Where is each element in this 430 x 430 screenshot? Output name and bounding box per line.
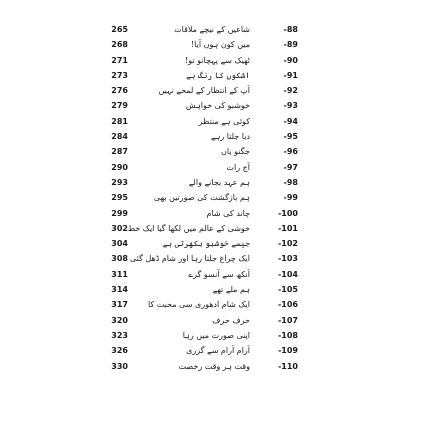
toc-page-number: 308 [111, 254, 128, 264]
toc-entry-number: -104 [277, 269, 298, 279]
toc-row [0, 53, 430, 68]
toc-entry-title: ایک چراغ جلتا رہا اور شام ڈھل گئی [130, 254, 250, 264]
toc-entry-number: -101 [277, 223, 298, 233]
toc-row [0, 206, 430, 221]
toc-entry-number: -93 [283, 101, 298, 111]
toc-row [0, 190, 430, 205]
toc-entry-number: -98 [283, 177, 298, 187]
toc-row [0, 98, 430, 113]
toc-page-number: 311 [111, 269, 128, 279]
toc-row [0, 328, 430, 343]
toc-entry-number: -103 [277, 254, 298, 264]
toc-entry-title: جگنو یاں [221, 147, 250, 157]
toc-row [0, 160, 430, 175]
toc-entry-title: اپنی صورت میں رہا [182, 330, 250, 340]
toc-page-number: 273 [111, 70, 128, 80]
toc-entry-number: -91 [283, 70, 298, 80]
toc-row [0, 343, 430, 358]
toc-entry-title: جیسے خوشبو بکھرتی ہے [162, 239, 250, 249]
toc-entry-title: دیا جلتا رہے [211, 132, 250, 142]
toc-entry-number: -100 [277, 208, 298, 218]
toc-row [0, 37, 430, 52]
toc-entry-number: -92 [283, 86, 298, 96]
toc-entry-number: -89 [283, 40, 298, 50]
toc-entry-title: چاند کی شام [206, 208, 250, 218]
toc-entry-number: -105 [277, 285, 298, 295]
toc-page-number: 295 [111, 193, 128, 203]
toc-page-number: 320 [111, 315, 128, 325]
toc-row [0, 114, 430, 129]
toc-entry-number: -110 [277, 361, 298, 371]
toc-page-number: 302 [111, 223, 128, 233]
toc-row [0, 282, 430, 297]
toc-page-number: 330 [111, 361, 128, 371]
toc-entry-number: -94 [283, 116, 298, 126]
toc-page-number: 284 [111, 132, 128, 142]
toc-entry-title: آج رات [226, 162, 250, 172]
toc-row [0, 129, 430, 144]
toc-page-number: 265 [111, 25, 128, 34]
toc-row [0, 359, 430, 374]
toc-page-number: 268 [111, 40, 128, 50]
table-of-contents [0, 22, 430, 374]
toc-row [0, 22, 430, 37]
toc-page-number: 299 [111, 208, 128, 218]
toc-entry-title: شاعیں کے نیچے ملاقات [174, 25, 250, 34]
toc-page-number: 287 [111, 147, 128, 157]
toc-page-number: 279 [111, 101, 128, 111]
toc-entry-number: -109 [277, 346, 298, 356]
toc-entry-title: میں کون ہوں آیا! [190, 40, 250, 50]
toc-row [0, 267, 430, 282]
toc-entry-title: ہم بازگشت کی صورتیں بھی [153, 193, 250, 203]
toc-page-number: 290 [111, 162, 128, 172]
toc-row [0, 221, 430, 236]
toc-row [0, 236, 430, 251]
toc-page-number: 323 [111, 330, 128, 340]
toc-page-number: 271 [111, 55, 128, 65]
toc-entry-number: -102 [277, 239, 298, 249]
toc-row [0, 297, 430, 312]
toc-entry-title: خوشی کے عالم میں لکھا گیا ایک خط [127, 223, 250, 233]
toc-page-number: 281 [111, 116, 128, 126]
toc-entry-number: -97 [283, 162, 298, 172]
toc-entry-title: ٹھیک سے پہچانو تو! [185, 55, 250, 65]
toc-page-number: 304 [111, 239, 128, 249]
toc-entry-number: -107 [277, 315, 298, 325]
toc-entry-number: -95 [283, 132, 298, 142]
toc-entry-title: وقت ہر وقت رخصت [178, 361, 250, 371]
toc-entry-title: ایک شام ادھوری سی محبت کا [147, 300, 250, 310]
toc-entry-title: خوشبو کی خواہش [185, 101, 250, 111]
toc-entry-title: اشکوں کا رنگ ہے [186, 70, 250, 80]
toc-entry-number: -108 [277, 330, 298, 340]
toc-entry-title: آنکھ سے آنسو گرے [188, 269, 250, 279]
toc-entry-number: -88 [283, 25, 298, 34]
toc-page-number: 276 [111, 86, 128, 96]
toc-row [0, 68, 430, 83]
toc-entry-number: -99 [283, 193, 298, 203]
toc-page-number: 317 [111, 300, 128, 310]
toc-entry-number: -96 [283, 147, 298, 157]
toc-entry-number: -90 [283, 55, 298, 65]
toc-row [0, 175, 430, 190]
toc-page-number: 326 [111, 346, 128, 356]
toc-page-number: 293 [111, 177, 128, 187]
toc-row [0, 83, 430, 98]
toc-page-number: 314 [111, 285, 128, 295]
toc-entry-title: ہم ملے تھے [212, 285, 250, 295]
toc-row [0, 251, 430, 266]
toc-entry-title: کوئی ہے منتظر [198, 116, 250, 126]
toc-entry-number: -106 [277, 300, 298, 310]
toc-entry-title: آپ کے انتظار کے لمحے نہیں [158, 86, 250, 96]
toc-entry-title: حرف حرف [212, 315, 250, 325]
toc-entry-title: ہم عہد بجانے والے [188, 177, 250, 187]
toc-entry-title: آرام آرام سے گزری [186, 346, 250, 356]
toc-row [0, 144, 430, 159]
toc-row [0, 313, 430, 328]
